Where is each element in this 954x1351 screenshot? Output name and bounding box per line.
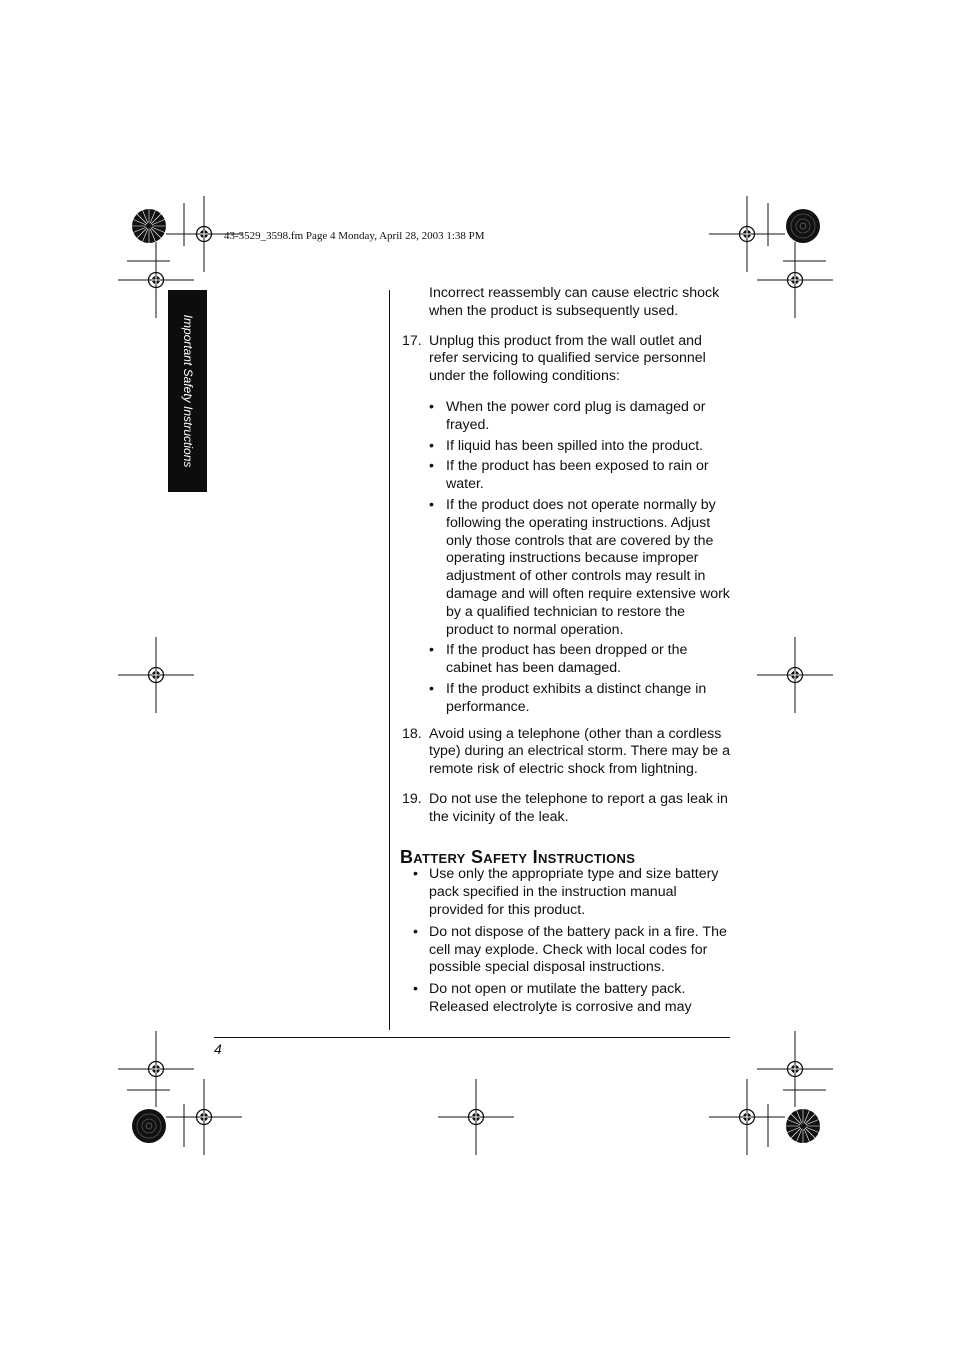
conditions-list — [400, 399, 730, 717]
star-target-icon — [132, 209, 166, 243]
column-divider — [389, 290, 390, 1030]
item-text: Avoid using a telephone (other than a cordless type) during an electrical storm. There may be a remote risk of electric shock from lightning. — [429, 725, 730, 778]
list-item: • If the product exhibits a distinct change in performance. — [429, 680, 707, 715]
color-target-icon — [786, 209, 820, 243]
file-info-header: 43-3529_3598.fm Page 4 Monday, April 28, 2003 1:38 PM — [224, 230, 485, 242]
list-item: • Use only the appropriate type and size battery pack specified in the instruction manual provided for this product. — [413, 866, 719, 918]
registration-mark-icon — [757, 637, 833, 713]
item-number: 18. — [402, 725, 422, 742]
registration-mark-icon — [709, 1079, 785, 1155]
list-item: • Do not open or mutilate the battery pack. Released electrolyte is corrosive and may — [413, 981, 692, 1015]
list-item: • If liquid has been spilled into the product. — [429, 437, 704, 454]
numbered-item-18 — [400, 726, 730, 779]
registration-mark-icon — [757, 242, 833, 318]
item-text: Unplug this product from the wall outlet and refer servicing to qualified service personnel under the following conditions: — [429, 332, 706, 385]
color-target-icon — [132, 1109, 166, 1143]
item-text: Do not use the telephone to report a gas leak in the vicinity of the leak. — [429, 790, 728, 825]
intro-paragraph: Incorrect reassembly can cause electric shock when the product is subsequently used. — [429, 285, 720, 319]
item-number: 19. — [402, 790, 422, 807]
registration-mark-icon — [757, 1031, 833, 1107]
item-number: 17. — [402, 332, 422, 349]
registration-mark-icon — [118, 1031, 194, 1107]
numbered-item-19 — [400, 791, 730, 827]
list-item: • Do not dispose of the battery pack in a fire. The cell may explode. Check with local codes for possible special disposal instructions. — [413, 923, 727, 976]
main-content — [400, 285, 730, 1021]
list-item: • When the power cord plug is damaged or frayed. — [429, 398, 706, 433]
footer-rule — [214, 1037, 730, 1038]
page-number: 4 — [214, 1041, 222, 1057]
registration-mark-icon — [118, 637, 194, 713]
side-tab — [168, 290, 207, 492]
registration-mark-icon — [166, 1079, 242, 1155]
registration-mark-icon — [709, 196, 785, 272]
section-heading: Battery Safety Instructions — [400, 846, 636, 867]
star-target-icon — [786, 1109, 820, 1143]
list-item: • If the product has been dropped or the cabinet has been damaged. — [429, 642, 688, 677]
side-tab-label: Important Safety Instructions — [180, 314, 195, 468]
list-item: • If the product does not operate normally by following the operating instructions. Adjust only those controls that are covered by the operating instructions because improper adjustment of other controls may result in damage and will often require extensive work by a qualified technician to restore the product to normal operation. — [429, 496, 730, 638]
battery-list — [400, 866, 730, 1016]
registration-mark-icon — [438, 1079, 514, 1155]
numbered-item-17 — [400, 333, 730, 386]
list-item: • If the product has been exposed to rain or water. — [429, 458, 709, 493]
